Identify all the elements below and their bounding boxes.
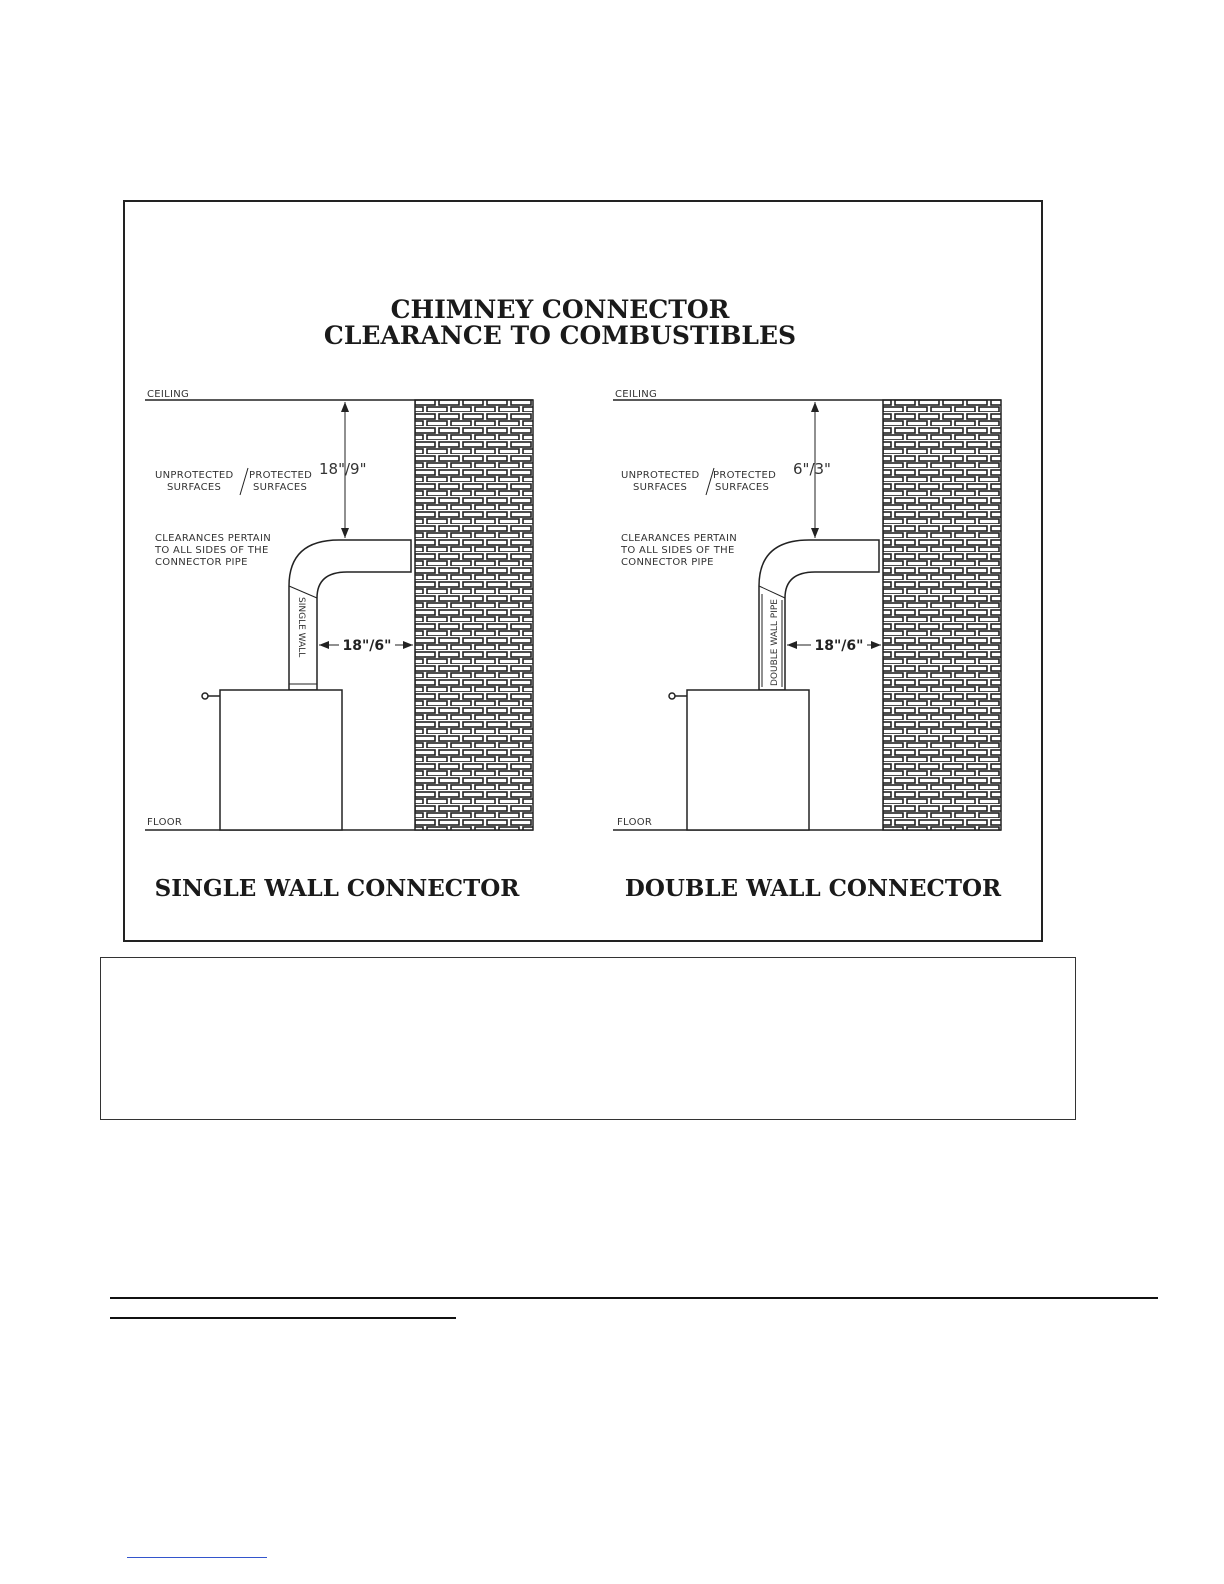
protected-label-line1: PROTECTED (713, 470, 777, 481)
link-underline (127, 1557, 267, 1558)
empty-note-box (100, 957, 1076, 1120)
panel-caption: DOUBLE WALL CONNECTOR (624, 875, 1002, 902)
arrowhead-right (403, 641, 413, 649)
arrowhead-down (811, 528, 819, 538)
unprotected-label-line2: SURFACES (633, 482, 688, 493)
diagram-title-line1: CHIMNEY CONNECTOR (390, 295, 730, 324)
appliance-body (220, 690, 342, 830)
clearance-note-line1: CLEARANCES PERTAIN (155, 533, 271, 544)
horizontal-clearance-label: 18"/6" (342, 638, 392, 654)
brick-wall (883, 400, 1001, 830)
diagram-title-line2: CLEARANCE TO COMBUSTIBLES (323, 321, 797, 350)
clearance-diagram (125, 202, 1041, 940)
protected-label-line2: SURFACES (715, 482, 770, 493)
connector-pipe (289, 540, 411, 690)
ceiling-label: CEILING (615, 389, 658, 400)
arrowhead-left (319, 641, 329, 649)
unprotected-label-line2: SURFACES (167, 482, 222, 493)
vertical-clearance-label: 6"/3" (793, 460, 831, 478)
pipe-label: DOUBLE WALL PIPE (770, 599, 780, 686)
diagram-frame (123, 200, 1043, 942)
clearance-note-line1: CLEARANCES PERTAIN (621, 533, 737, 544)
arrowhead-up (811, 402, 819, 412)
unprotected-label-line1: UNPROTECTED (155, 470, 234, 481)
vertical-clearance-label: 18"/9" (319, 460, 367, 478)
protected-label-line2: SURFACES (253, 482, 308, 493)
panel-caption: SINGLE WALL CONNECTOR (154, 875, 520, 902)
single-wall-panel (145, 389, 533, 902)
appliance-knob (669, 693, 675, 699)
protected-label-line1: PROTECTED (249, 470, 313, 481)
arrowhead-right (871, 641, 881, 649)
appliance-body (687, 690, 809, 830)
floor-label: FLOOR (147, 817, 183, 828)
double-wall-panel (613, 389, 1002, 902)
pipe-label: SINGLE WALL (296, 597, 306, 658)
floor-label: FLOOR (617, 817, 653, 828)
ceiling-label: CEILING (147, 389, 190, 400)
label-divider-slash (240, 468, 248, 495)
horizontal-rule-short (110, 1317, 456, 1319)
clearance-note-line3: CONNECTOR PIPE (621, 557, 714, 568)
arrowhead-up (341, 402, 349, 412)
arrowhead-down (341, 528, 349, 538)
appliance-knob (202, 693, 208, 699)
arrowhead-left (787, 641, 797, 649)
unprotected-label-line1: UNPROTECTED (621, 470, 700, 481)
horizontal-rule (110, 1297, 1158, 1299)
clearance-note-line2: TO ALL SIDES OF THE (621, 545, 735, 556)
clearance-note-line2: TO ALL SIDES OF THE (155, 545, 269, 556)
brick-wall (415, 400, 533, 830)
horizontal-clearance-label: 18"/6" (814, 638, 864, 654)
clearance-note-line3: CONNECTOR PIPE (155, 557, 248, 568)
